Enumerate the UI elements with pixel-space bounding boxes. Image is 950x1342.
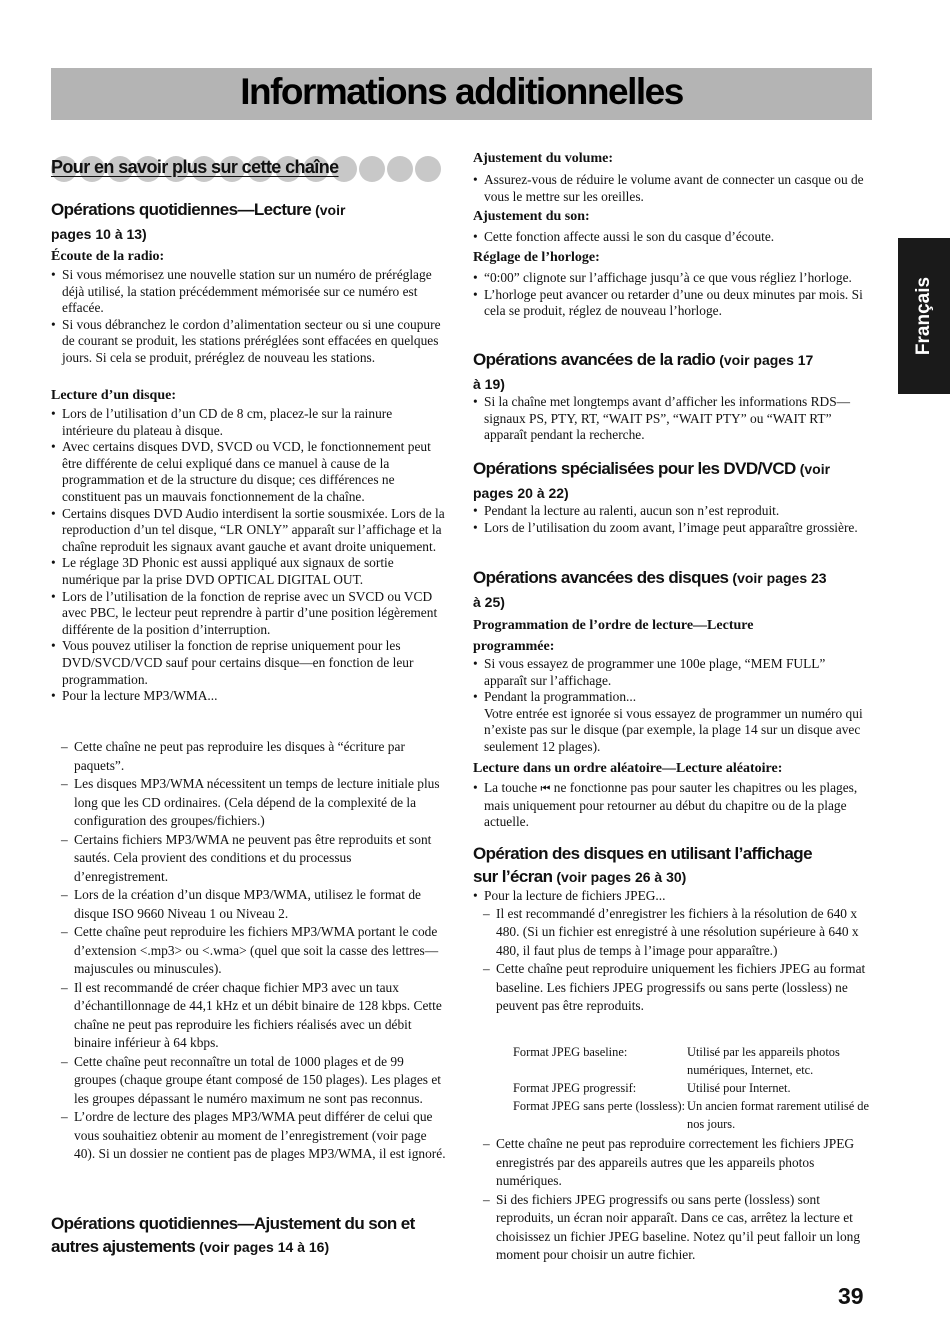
page-ref: (voir pages 17 <box>719 352 814 368</box>
list-item: • Pour la lecture de fichiers JPEG... <box>473 888 870 905</box>
mp3-list <box>51 738 446 1164</box>
heading-text: Opérations quotidiennes—Ajustement du son et <box>51 1214 415 1233</box>
dvd-list <box>473 503 870 536</box>
list-item: – Les disques MP3/WMA nécessitent un temps de lecture initiale plus long que les CD ordinaires. (Cela dépend de la complexité de la configuration des groupes/fichiers.) <box>51 775 446 831</box>
disque-label: Lecture d’un disque: <box>51 388 176 403</box>
list-item: • Si vous essayez de programmer une 100e plage, “MEM FULL” apparaît sur l’affichage. <box>473 656 870 689</box>
table-cell: Format JPEG baseline: <box>513 1045 628 1059</box>
random-label: Lecture dans un ordre aléatoire—Lecture aléatoire: <box>473 761 783 776</box>
title-bar <box>51 68 872 120</box>
list-item: • Lors de l’utilisation de la fonction de reprise avec un SVCD ou VCD avec PBC, le lecteur peut reprendre à partir d’une position légèrement différente de la position d’interruption. <box>51 589 446 639</box>
list-item: • Vous pouvez utiliser la fonction de reprise uniquement pour les DVD/SVCD/VCD sauf pour certains disque—en fonction de leur programmation. <box>51 638 446 688</box>
ecran-list-a <box>473 888 870 1016</box>
heading-disques-av <box>473 566 870 614</box>
section-title: Pour en savoir plus sur cette chaîne <box>51 157 339 177</box>
list-item: • L’horloge peut avancer ou retarder d’une ou deux minutes par mois. Si cela se produit, réglez de nouveau l’horloge. <box>473 287 870 320</box>
list-item: – L’ordre de lecture des plages MP3/WMA peut différer de celui que vous souhaitiez obtenir au moment de l’enregistrement (voir page 40). Si un dossier ne contient pas de plages MP3/WMA, il est ignoré. <box>51 1108 446 1164</box>
language-tab <box>898 238 950 394</box>
table-cell: Utilisé par les appareils photos numériques, Internet, etc. <box>687 1045 840 1077</box>
list-item: • Lors de l’utilisation du zoom avant, l’image peut apparaître grossière. <box>473 520 870 537</box>
heading-ecran <box>473 842 870 889</box>
list-item: • Si la chaîne met longtemps avant d’afficher les informations RDS—signaux PS, PTY, RT, “WAIT PS”, “WAIT PTY” ou “WAIT RT” apparaît pendant la recherche. <box>473 394 870 444</box>
horloge-list <box>473 270 870 320</box>
prog-label: Programmation de l’ordre de lecture—Lecture programmée: <box>473 618 754 654</box>
list-item: • Certains disques DVD Audio interdisent la sortie sousmixée. Lors de la reproduction d’un tel disque, “LR ONLY” apparaît sur l’affichage et la chaîne reproduit les signaux avant gauche et avant droite uniquement. <box>51 506 446 556</box>
heading-radio-av <box>473 348 870 396</box>
table-cell: Format JPEG progressif: <box>513 1081 637 1095</box>
ecran-list-b <box>473 1135 870 1265</box>
volume-list <box>473 172 870 205</box>
radio-av-list <box>473 394 870 444</box>
page-ref: (voir <box>315 202 346 218</box>
section-header <box>51 156 446 184</box>
list-item: • Assurez-vous de réduire le volume avant de connecter un casque ou de vous le mettre sur les oreilles. <box>473 172 870 205</box>
page-ref: (voir <box>799 461 831 477</box>
list-item: – Certains fichiers MP3/WMA ne peuvent pas être reproduits et sont sautés. Cela provient des conditions et du processus d’enregistrement. <box>51 831 446 887</box>
list-item: – Lors de la création d’un disque MP3/WMA, utilisez le format de disque ISO 9660 Niveau 1 ou Niveau 2. <box>51 886 446 923</box>
page-title: Informations additionnelles <box>240 71 683 112</box>
table-row <box>513 1097 870 1133</box>
page-ref: (voir pages 23 <box>732 570 827 586</box>
heading-text: Opérations spécialisées pour les DVD/VCD <box>473 459 796 478</box>
skip-back-icon: ⏮ <box>540 782 551 795</box>
heading-text: sur l’écran <box>473 867 553 886</box>
list-item: – Cette chaîne ne peut pas reproduire correctement les fichiers JPEG enregistrés par des appareils autres que les appareils photos numériques. <box>473 1135 870 1191</box>
list-item: – Il est recommandé de créer chaque fichier MP3 avec un taux d’échantillonnage de 44,1 kHz et un débit binaire de 128 kbps. Cette chaîne ne peut pas reproduire les fichiers réalisés avec un débit binaire inférieur à 64 kbps. <box>51 979 446 1053</box>
list-item-continuation: Votre entrée est ignorée si vous essayez de programmer un numéro qui n’existe pas sur le disque (par exemple, la plage 14 sur un disque avec seulement 12 plages). <box>484 705 863 754</box>
random-list <box>473 780 870 831</box>
heading-text: Opérations avancées de la radio <box>473 350 716 369</box>
page-ref: (voir pages 14 à 16) <box>199 1239 330 1255</box>
list-item: • Le réglage 3D Phonic est aussi appliqué aux signaux de sortie numérique par la prise DVD OPTICAL DIGITAL OUT. <box>51 555 446 588</box>
prog-list <box>473 656 870 756</box>
list-item <box>473 780 870 831</box>
heading-text: autres ajustements <box>51 1237 196 1256</box>
jpeg-format-table <box>513 1043 870 1133</box>
heading-text: Opérations avancées des disques <box>473 568 729 587</box>
horloge-label: Réglage de l’horloge: <box>473 250 600 265</box>
son-label: Ajustement du son: <box>473 209 590 224</box>
random-text-post: ne fonctionne pas pour sauter les chapitres ou les plages, mais uniquement pour retourner au début du chapitre ou de la plage actuelle. <box>484 780 858 830</box>
page-ref-cont: à 19) <box>473 376 505 392</box>
page-ref-cont: à 25) <box>473 594 505 610</box>
list-item: • Si vous débranchez le cordon d’alimentation secteur ou si une coupure de courant se produit, les stations préréglées sont effacées en quelques jours. Si cela se produit, préréglez de nouveau les stations. <box>51 317 446 367</box>
list-item: – Il est recommandé d’enregistrer les fichiers à la résolution de 640 x 480. (Si un fichier est enregistré à une résolution supérieure à 640 x 480, il faut plus de temps à l’image pour apparaître.) <box>473 905 870 961</box>
list-item: – Cette chaîne ne peut pas reproduire les disques à “écriture par paquets”. <box>51 738 446 775</box>
radio-list <box>51 267 446 367</box>
decor-circle <box>415 156 441 182</box>
radio-label: Écoute de la radio: <box>51 249 165 264</box>
list-item: • Si vous mémorisez une nouvelle station sur un numéro de préréglage déjà utilisé, la station précédemment mémorisée sur ce numéro est effacée. <box>51 267 446 317</box>
table-cell: Format JPEG sans perte (lossless): <box>513 1099 686 1113</box>
disque-list <box>51 406 446 705</box>
list-item: • Cette fonction affecte aussi le son du casque d’écoute. <box>473 229 870 246</box>
volume-label: Ajustement du volume: <box>473 151 613 166</box>
list-item: – Cette chaîne peut reproduire les fichiers MP3/WMA portant le code d’extension <.mp3> ou <.wma> (quel que soit la casse des lettres—majuscules ou minuscules). <box>51 923 446 979</box>
heading-ops-lecture <box>51 198 446 246</box>
heading-dvd <box>473 457 870 505</box>
table-row <box>513 1079 870 1097</box>
page-ref-cont: pages 10 à 13) <box>51 226 147 242</box>
page-ref: (voir pages 26 à 30) <box>556 869 687 885</box>
decor-circle <box>359 156 385 182</box>
random-text-pre: La touche <box>484 780 538 795</box>
page-ref-cont: pages 20 à 22) <box>473 485 569 501</box>
language-tab-label: Français <box>913 276 934 356</box>
table-cell: Utilisé pour Internet. <box>687 1081 791 1095</box>
table-cell: Un ancien format rarement utilisé de nos jours. <box>687 1099 869 1131</box>
heading-text: Opérations quotidiennes—Lecture <box>51 200 312 219</box>
decor-circle <box>387 156 413 182</box>
list-item: • Pendant la lecture au ralenti, aucun son n’est reproduit. <box>473 503 870 520</box>
list-item: – Cette chaîne peut reconnaître un total de 1000 plages et de 99 groupes (chaque groupe étant composé de 150 plages). Les plages et les groupes dépassant le numéro maximum ne sont pas reconnus. <box>51 1053 446 1109</box>
list-item: • Pour la lecture MP3/WMA... <box>51 688 446 705</box>
list-item: • Lors de l’utilisation d’un CD de 8 cm, placez-le sur la rainure intérieure du plateau à disque. <box>51 406 446 439</box>
list-item: – Cette chaîne peut reproduire uniquement les fichiers JPEG au format baseline. Les fichiers JPEG progressifs ou sans perte (lossless) ne peuvent pas être reproduits. <box>473 960 870 1016</box>
son-list <box>473 229 870 246</box>
page-number: 39 <box>838 1283 864 1309</box>
list-item: • “0:00” clignote sur l’affichage jusqu’à ce que vous régliez l’horloge. <box>473 270 870 287</box>
list-item: – Si des fichiers JPEG progressifs ou sans perte (lossless) sont reproduits, un écran noir apparaît. Dans ce cas, arrêtez la lecture et choisissez un fichier JPEG baseline. Notez qu’il peut falloir un long moment pour choisir un autre fichier. <box>473 1191 870 1265</box>
table-row <box>513 1043 870 1079</box>
list-item: • Pendant la programmation... <box>473 689 870 706</box>
heading-text: Opération des disques en utilisant l’affichage <box>473 844 812 863</box>
heading-ops-ajust <box>51 1212 446 1259</box>
list-item: • Avec certains disques DVD, SVCD ou VCD, le fonctionnement peut être différente de celui expliqué dans ce manuel à cause de la programmation et de la structure du disque; ces différences ne constituent pas un mauvais fonctionnement de la chaîne. <box>51 439 446 505</box>
